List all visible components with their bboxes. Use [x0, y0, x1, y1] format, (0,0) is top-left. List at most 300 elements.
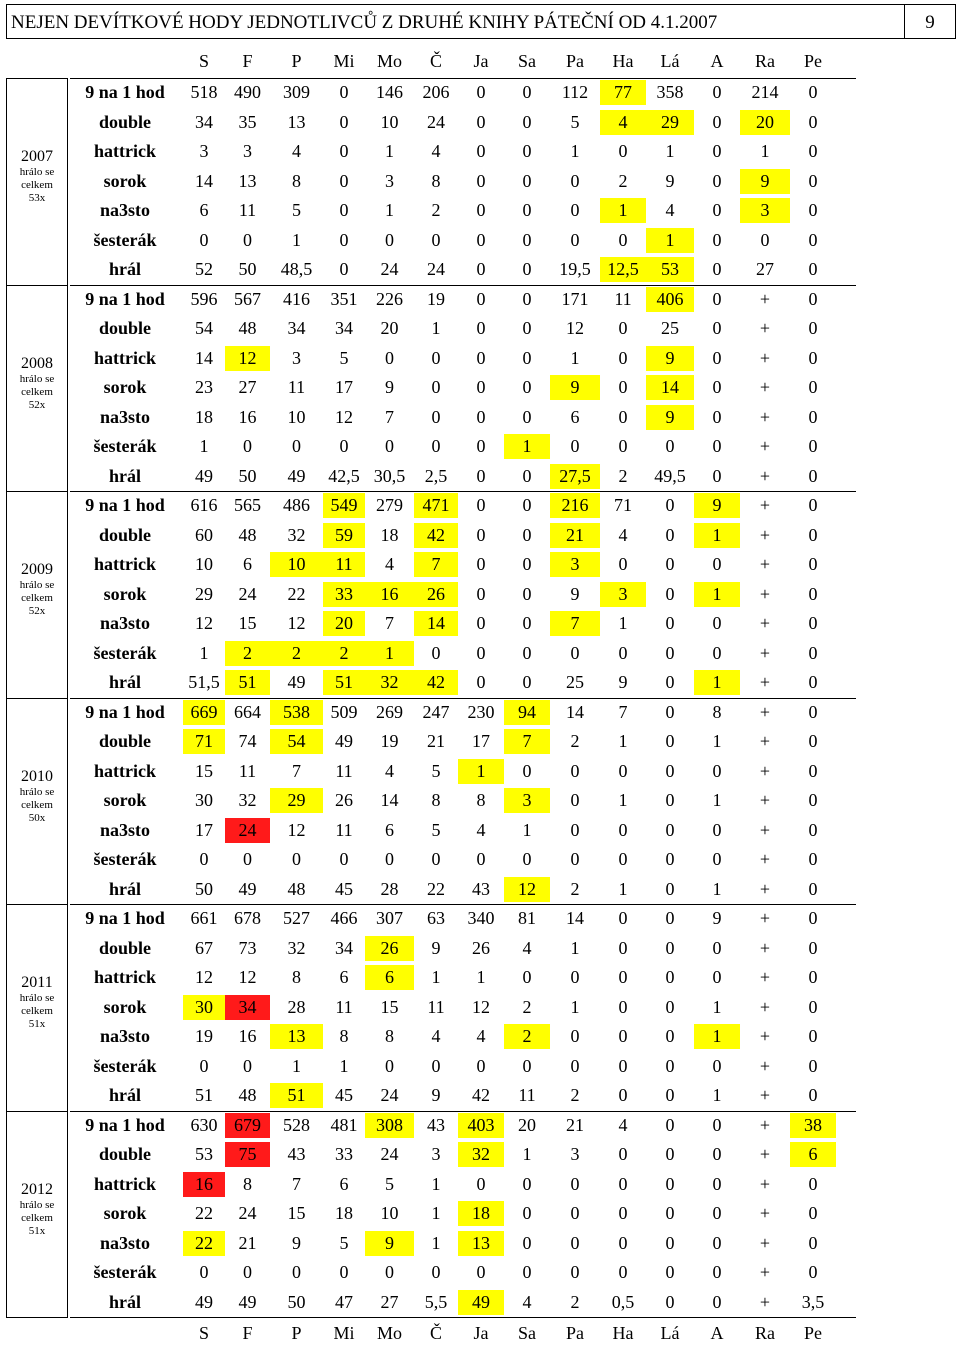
- table-cell: 0: [712, 1232, 722, 1253]
- table-cell: 0: [476, 524, 486, 545]
- column-header-11: A: [710, 51, 724, 71]
- table-cell: 0: [522, 672, 532, 692]
- table-cell: 0,5: [611, 1291, 635, 1312]
- table-cell: 0: [618, 1232, 628, 1253]
- table-cell: 6: [339, 967, 349, 987]
- table-cell: 549: [323, 493, 365, 518]
- table-cell: 0: [385, 436, 394, 456]
- table-cell: 4: [431, 141, 441, 161]
- row-label: šesterák: [93, 642, 157, 663]
- row-label: na3sto: [99, 406, 150, 427]
- table-cell: +: [759, 436, 771, 456]
- table-cell: 2: [618, 465, 628, 486]
- table-cell: 0: [522, 82, 532, 102]
- table-cell: 49: [195, 1291, 213, 1312]
- table-cell: 0: [618, 1262, 628, 1282]
- table-row: [70, 875, 960, 904]
- table-cell: +: [759, 937, 771, 958]
- table-cell: 0: [665, 731, 675, 751]
- year-info: [7, 1181, 67, 1238]
- table-cell: 1: [618, 878, 628, 899]
- table-cell: 0: [385, 849, 394, 869]
- table-cell: 0: [808, 436, 818, 456]
- table-row: [70, 108, 960, 137]
- year-sub-label: hrálo se: [19, 1198, 55, 1211]
- table-cell: 0: [243, 1262, 252, 1282]
- table-cell: 8: [243, 1173, 252, 1194]
- table-cell: 48: [238, 524, 257, 545]
- table-cell: 279: [376, 495, 403, 515]
- table-cell: 0: [570, 1055, 580, 1076]
- table-cell: 0: [476, 613, 486, 633]
- table-row: [70, 521, 960, 550]
- table-cell: 51: [323, 670, 365, 695]
- table-cell: 9: [618, 672, 628, 692]
- table-cell: 5: [292, 200, 301, 220]
- table-cell: 0: [712, 1114, 722, 1135]
- table-cell: 0: [712, 377, 722, 397]
- table-cell: 22: [427, 878, 445, 899]
- table-cell: 206: [422, 82, 450, 102]
- row-label: double: [98, 318, 152, 338]
- table-cell: 0: [808, 701, 818, 722]
- table-cell: 0: [665, 1114, 675, 1135]
- table-cell: 661: [190, 908, 218, 928]
- table-cell: 49: [238, 878, 257, 899]
- table-cell: +: [759, 406, 771, 427]
- table-cell: 0: [712, 347, 722, 368]
- table-cell: 12,5: [600, 257, 646, 282]
- table-cell: 9: [694, 493, 740, 518]
- table-cell: 18: [335, 1203, 353, 1223]
- table-cell: 12: [195, 967, 213, 987]
- table-cell: 0: [522, 318, 532, 338]
- table-cell: 5: [431, 819, 441, 840]
- table-cell: 1: [600, 198, 646, 223]
- row-label: hattrick: [94, 141, 156, 161]
- table-cell: 1: [504, 434, 550, 459]
- column-header-6: Ja: [473, 51, 489, 71]
- table-cell: 1: [712, 1085, 722, 1105]
- table-cell: 0: [665, 495, 675, 515]
- table-row: [70, 1199, 960, 1228]
- table-cell: 15: [238, 613, 257, 633]
- table-cell: 1: [431, 1203, 441, 1223]
- table-cell: 0: [712, 937, 722, 958]
- table-row: [70, 786, 960, 815]
- table-cell: 0: [476, 642, 486, 663]
- table-cell: 0: [808, 672, 818, 692]
- table-cell: 1: [476, 967, 486, 987]
- table-cell: +: [759, 967, 771, 987]
- year-info: [7, 974, 67, 1031]
- table-cell: 3: [550, 552, 600, 577]
- table-cell: 1: [712, 996, 722, 1017]
- table-cell: 0: [243, 229, 252, 250]
- table-cell: 11: [323, 552, 365, 577]
- table-cell: 247: [422, 701, 450, 722]
- row-label: 9 na 1 hod: [85, 82, 165, 102]
- year-info: [7, 561, 67, 618]
- table-row: [70, 609, 960, 638]
- table-cell: 112: [561, 82, 589, 102]
- table-cell: 5,5: [424, 1291, 448, 1312]
- table-cell: 34: [195, 111, 213, 132]
- year-sub-label: hrálo se: [19, 992, 55, 1005]
- table-cell: 0: [522, 760, 532, 781]
- table-cell: 50: [287, 1291, 306, 1312]
- table-cell: 19,5: [559, 259, 591, 279]
- table-cell: 146: [376, 82, 403, 102]
- table-cell: 1: [385, 141, 394, 161]
- table-cell: 7: [292, 1173, 301, 1194]
- table-cell: 7: [618, 701, 628, 722]
- table-cell: 49: [335, 731, 353, 751]
- table-cell: +: [759, 495, 771, 515]
- table-cell: 0: [618, 996, 628, 1017]
- table-cell: 49: [458, 1290, 504, 1315]
- table-row: [70, 668, 960, 697]
- table-cell: 6: [243, 554, 252, 574]
- table-cell: 308: [365, 1113, 414, 1138]
- table-cell: 0: [808, 524, 818, 545]
- row-label: 9 na 1 hod: [85, 701, 165, 722]
- table-cell: 48: [238, 1085, 257, 1105]
- table-cell: 0: [665, 1232, 675, 1253]
- table-cell: 6: [385, 819, 394, 840]
- table-cell: 4: [600, 110, 646, 135]
- table-cell: 21: [427, 731, 445, 751]
- year-count: 51x: [28, 1018, 46, 1031]
- table-cell: 14: [380, 790, 399, 810]
- table-cell: 0: [618, 1026, 628, 1046]
- table-cell: 518: [190, 82, 218, 102]
- table-cell: 1: [570, 996, 580, 1017]
- table-cell: 20: [518, 1114, 536, 1135]
- table-cell: 0: [712, 1262, 722, 1282]
- table-cell: 6: [790, 1142, 836, 1167]
- column-header-11: A: [710, 1323, 724, 1343]
- table-cell: 0: [522, 377, 532, 397]
- table-cell: 0: [808, 1232, 818, 1253]
- table-cell: 18: [380, 524, 399, 545]
- row-label: double: [98, 937, 152, 958]
- table-cell: 9: [646, 346, 694, 371]
- table-cell: 24: [238, 583, 257, 604]
- table-cell: 18: [195, 406, 213, 427]
- table-cell: 28: [287, 996, 306, 1017]
- table-cell: 0: [808, 465, 818, 486]
- table-cell: 1: [431, 1173, 441, 1194]
- table-cell: 10: [380, 1203, 399, 1223]
- table-cell: 11: [238, 760, 257, 781]
- table-cell: 11: [335, 996, 353, 1017]
- year-sub-label: celkem: [21, 1211, 53, 1224]
- column-header-2: P: [291, 1323, 302, 1343]
- table-cell: 0: [665, 1291, 675, 1312]
- table-cell: 0: [476, 259, 486, 279]
- year-sub-label: celkem: [21, 592, 53, 605]
- table-cell: 406: [646, 287, 694, 312]
- table-cell: 3: [600, 582, 646, 607]
- table-cell: 0: [712, 436, 722, 456]
- table-cell: 11: [335, 760, 353, 781]
- year-sub-label: hrálo se: [19, 785, 55, 798]
- table-cell: 3: [740, 198, 790, 223]
- table-cell: +: [759, 642, 771, 663]
- table-cell: 24: [380, 1144, 399, 1164]
- table-cell: 16: [238, 406, 257, 427]
- table-cell: 4: [618, 1114, 628, 1135]
- table-cell: 1: [694, 670, 740, 695]
- table-cell: 471: [414, 493, 458, 518]
- table-cell: 11: [238, 200, 257, 220]
- row-label: sorok: [103, 377, 147, 397]
- table-cell: 10: [287, 406, 306, 427]
- year-label: 2007: [21, 148, 53, 166]
- row-label: na3sto: [99, 819, 150, 840]
- table-cell: 0: [476, 849, 486, 869]
- table-cell: 0: [618, 1173, 628, 1194]
- row-label: hattrick: [94, 554, 156, 574]
- table-cell: 0: [808, 170, 818, 191]
- table-cell: 2: [225, 641, 270, 666]
- table-cell: 19: [380, 731, 399, 751]
- table-cell: 0: [618, 819, 628, 840]
- table-cell: 7: [504, 729, 550, 754]
- table-cell: +: [759, 377, 771, 397]
- table-cell: 20: [740, 110, 790, 135]
- table-cell: 14: [566, 908, 584, 928]
- table-cell: 0: [339, 141, 349, 161]
- table-cell: 0: [476, 200, 486, 220]
- year-box-2009: [6, 491, 68, 699]
- table-cell: 1: [665, 141, 675, 161]
- year-sub-label: celkem: [21, 385, 53, 398]
- table-cell: 48,5: [280, 259, 313, 279]
- table-cell: 0: [476, 406, 486, 427]
- table-cell: 12: [287, 613, 306, 633]
- table-cell: 0: [570, 1026, 580, 1046]
- table-cell: 6: [339, 1173, 349, 1194]
- year-count: 52x: [28, 398, 46, 411]
- table-cell: 0: [665, 583, 675, 604]
- table-cell: 0: [808, 1055, 818, 1076]
- table-cell: 32: [365, 670, 414, 695]
- table-cell: 7: [292, 760, 301, 781]
- table-cell: 0: [570, 1173, 580, 1194]
- table-cell: 230: [467, 701, 495, 722]
- table-cell: 0: [339, 170, 349, 191]
- table-cell: 0: [476, 229, 486, 250]
- table-cell: 0: [476, 141, 486, 161]
- table-cell: 0: [570, 229, 580, 250]
- table-cell: 16: [365, 582, 414, 607]
- table-cell: 42: [414, 523, 458, 548]
- table-cell: 0: [522, 229, 532, 250]
- table-cell: 0: [243, 849, 252, 869]
- table-cell: 0: [712, 259, 722, 279]
- table-cell: 43: [472, 878, 490, 899]
- table-cell: 309: [283, 82, 310, 102]
- table-cell: +: [759, 819, 771, 840]
- table-cell: 226: [376, 288, 403, 309]
- table-cell: 71: [614, 495, 632, 515]
- table-cell: 0: [476, 554, 486, 574]
- table-cell: 5: [339, 1232, 349, 1253]
- year-label: 2008: [21, 354, 53, 372]
- table-row: [70, 1170, 960, 1199]
- table-cell: 0: [476, 82, 486, 102]
- table-cell: 23: [195, 377, 213, 397]
- table-cell: +: [759, 347, 771, 368]
- row-label: šesterák: [93, 1262, 157, 1282]
- table-cell: 0: [522, 200, 532, 220]
- table-cell: 94: [504, 700, 550, 725]
- table-cell: 0: [760, 229, 770, 250]
- table-cell: 0: [385, 1055, 394, 1076]
- table-cell: 1: [618, 731, 628, 751]
- table-row: [70, 580, 960, 609]
- table-row: [70, 904, 960, 933]
- table-cell: 1: [570, 347, 580, 368]
- table-cell: 2: [270, 641, 323, 666]
- table-cell: 3: [199, 141, 209, 161]
- table-row: [70, 196, 960, 225]
- table-cell: 24: [225, 818, 270, 843]
- table-cell: 0: [339, 1262, 349, 1282]
- table-cell: 4: [665, 200, 675, 220]
- table-cell: 1: [385, 200, 394, 220]
- table-cell: 0: [243, 1055, 252, 1076]
- table-cell: 0: [665, 1173, 675, 1194]
- table-cell: 49: [238, 1291, 257, 1312]
- table-cell: 0: [431, 377, 441, 397]
- table-row: [70, 137, 960, 166]
- table-cell: 12: [566, 318, 584, 338]
- table-cell: 6: [199, 200, 209, 220]
- table-cell: 0: [808, 288, 818, 309]
- table-cell: 0: [808, 613, 818, 633]
- table-row: [70, 1229, 960, 1258]
- column-header-3: Mi: [333, 1323, 355, 1343]
- table-cell: 15: [195, 760, 213, 781]
- table-cell: 0: [522, 1262, 532, 1282]
- table-cell: 51: [195, 1085, 213, 1105]
- table-cell: 0: [339, 82, 349, 102]
- table-cell: 0: [712, 82, 722, 102]
- table-cell: 3: [570, 1144, 580, 1164]
- table-cell: 0: [712, 229, 722, 250]
- table-cell: 2: [431, 200, 441, 220]
- table-cell: 2: [618, 170, 628, 191]
- column-header-1: F: [242, 51, 253, 71]
- table-cell: 0: [522, 259, 532, 279]
- table-cell: 7: [385, 613, 394, 633]
- table-cell: 11: [518, 1085, 536, 1105]
- table-cell: +: [759, 908, 771, 928]
- table-row: [70, 1288, 960, 1317]
- table-cell: 0: [385, 1262, 394, 1282]
- table-cell: 0: [522, 111, 532, 132]
- table-cell: 1: [694, 1024, 740, 1049]
- table-cell: +: [759, 1026, 771, 1046]
- table-cell: 2: [570, 731, 580, 751]
- table-cell: 0: [808, 583, 818, 604]
- table-cell: 13: [238, 170, 257, 191]
- table-cell: 0: [199, 1055, 209, 1076]
- table-cell: 0: [665, 1055, 675, 1076]
- table-cell: 50: [238, 465, 257, 486]
- table-cell: 33: [323, 582, 365, 607]
- table-cell: 0: [808, 1173, 818, 1194]
- table-cell: +: [759, 1055, 771, 1076]
- table-cell: 26: [414, 582, 458, 607]
- table-cell: 351: [330, 288, 358, 309]
- table-cell: 1: [694, 582, 740, 607]
- table-row: [70, 757, 960, 786]
- table-cell: 0: [618, 436, 628, 456]
- table-cell: 0: [339, 436, 349, 456]
- table-cell: 0: [476, 672, 486, 692]
- table-cell: +: [759, 849, 771, 869]
- table-cell: 0: [570, 1262, 580, 1282]
- table-row: [70, 403, 960, 432]
- table-cell: 51: [225, 670, 270, 695]
- table-cell: 9: [712, 908, 722, 928]
- table-cell: 269: [376, 701, 403, 722]
- table-cell: 0: [431, 1262, 441, 1282]
- table-cell: 25: [661, 318, 679, 338]
- year-box-2010: [6, 698, 68, 906]
- table-cell: 0: [522, 613, 532, 633]
- table-cell: 0: [476, 111, 486, 132]
- table-cell: 1: [760, 141, 770, 161]
- table-cell: 24: [427, 259, 445, 279]
- table-cell: +: [759, 1232, 771, 1253]
- table-cell: 0: [618, 760, 628, 781]
- column-header-12: Ra: [755, 1323, 775, 1343]
- table-cell: 0: [665, 436, 675, 456]
- table-cell: 0: [808, 642, 818, 663]
- table-cell: 51: [270, 1083, 323, 1108]
- row-label: hattrick: [94, 967, 156, 987]
- table-cell: 12: [472, 996, 490, 1017]
- table-cell: 0: [292, 849, 301, 869]
- table-cell: 9: [385, 377, 394, 397]
- table-row: [70, 1140, 960, 1169]
- table-cell: 509: [330, 701, 358, 722]
- table-cell: 0: [712, 465, 722, 486]
- table-cell: 0: [522, 524, 532, 545]
- row-label: hrál: [108, 1085, 141, 1105]
- table-cell: 0: [665, 967, 675, 987]
- table-cell: 0: [570, 1232, 580, 1253]
- row-label: na3sto: [99, 1026, 150, 1046]
- column-header-7: Sa: [518, 51, 536, 71]
- table-cell: 52: [195, 259, 213, 279]
- table-cell: 1: [618, 790, 628, 810]
- table-cell: 0: [808, 731, 818, 751]
- column-header-3: Mi: [333, 51, 355, 71]
- year-count: 51x: [28, 1224, 46, 1237]
- row-label: hattrick: [94, 760, 156, 781]
- table-cell: 2: [522, 996, 532, 1017]
- table-cell: 34: [287, 318, 306, 338]
- table-cell: 0: [476, 170, 486, 191]
- table-row: [70, 1052, 960, 1081]
- row-label: sorok: [103, 1203, 147, 1223]
